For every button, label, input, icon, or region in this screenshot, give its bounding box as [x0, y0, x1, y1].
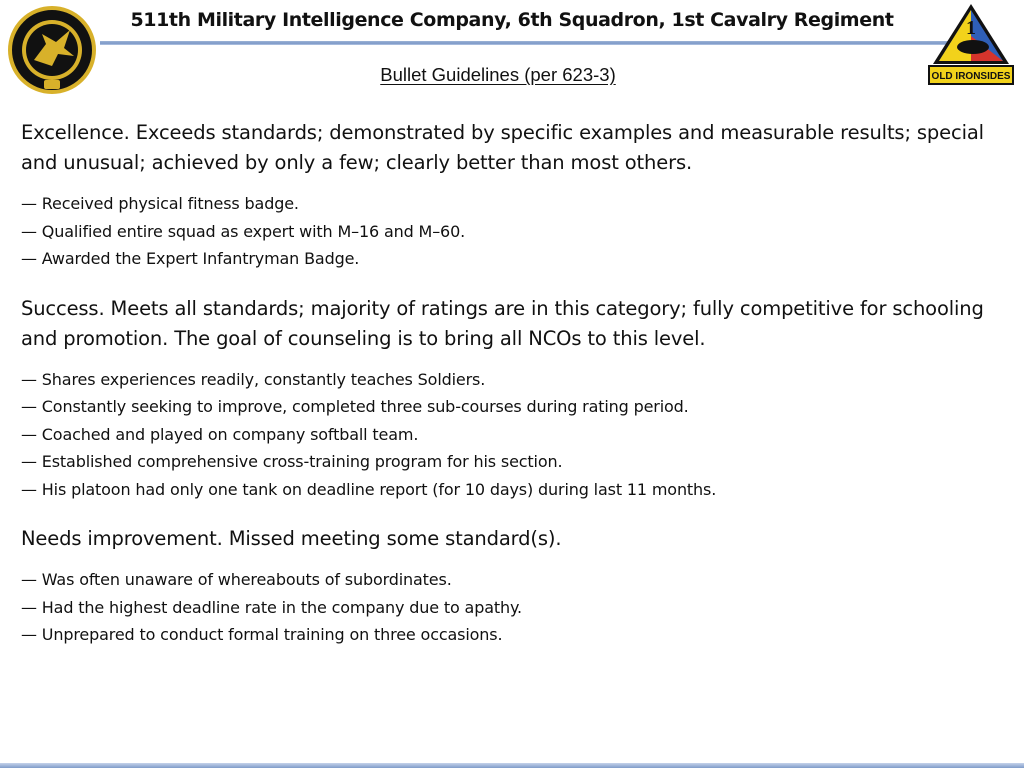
document-body [21, 118, 1006, 670]
header-divider [100, 41, 949, 45]
bullet-item: — Coached and played on company softball team. [21, 424, 419, 444]
bullet-item: — His platoon had only one tank on deadline report (for 10 days) during last 11 months. [21, 479, 717, 499]
header-title: 511th Military Intelligence Company, 6th Squadron, 1st Cavalry Regiment [130, 9, 894, 31]
section-lead: Success. Meets all standards; majority of ratings are in this category; fully competitive for schooling and promotion. The goal of counseling is to bring all NCOs to this level. [21, 296, 984, 350]
bullet-item: — Qualified entire squad as expert with M–16 and M–60. [21, 221, 466, 241]
bullet-item: — Received physical fitness badge. [21, 194, 299, 213]
bullet-item: — Shares experiences readily, constantly teaches Soldiers. [21, 369, 486, 389]
section-needs-improvement [21, 524, 1006, 649]
bullet-item: — Had the highest deadline rate in the company due to apathy. [21, 597, 522, 617]
bullet-list [21, 190, 1006, 273]
section-excellence [21, 118, 1006, 273]
bullet-item: — Unprepared to conduct formal training on three occasions. [21, 625, 503, 644]
footer-divider [0, 763, 1024, 768]
section-success [21, 294, 1006, 504]
bullet-item: — Awarded the Expert Infantryman Badge. [21, 249, 360, 268]
bullet-item: — Was often unaware of whereabouts of subordinates. [21, 570, 452, 589]
bullet-item: — Established comprehensive cross-training program for his section. [21, 452, 563, 471]
patch-number: 1 [966, 17, 976, 39]
section-lead: Needs improvement. Missed meeting some standard(s). [21, 527, 562, 550]
patch-text: OLD IRONSIDES [931, 71, 1011, 82]
bullet-list [21, 566, 1006, 649]
bullet-item: — Constantly seeking to improve, completed three sub-courses during rating period. [21, 397, 689, 416]
bullet-list [21, 366, 1006, 504]
page-subtitle: Bullet Guidelines (per 623-3) [380, 64, 616, 85]
section-lead: Excellence. Exceeds standards; demonstrated by specific examples and measurable results; special and unusual; achieved by only a few; clearly better than most others. [21, 121, 984, 174]
